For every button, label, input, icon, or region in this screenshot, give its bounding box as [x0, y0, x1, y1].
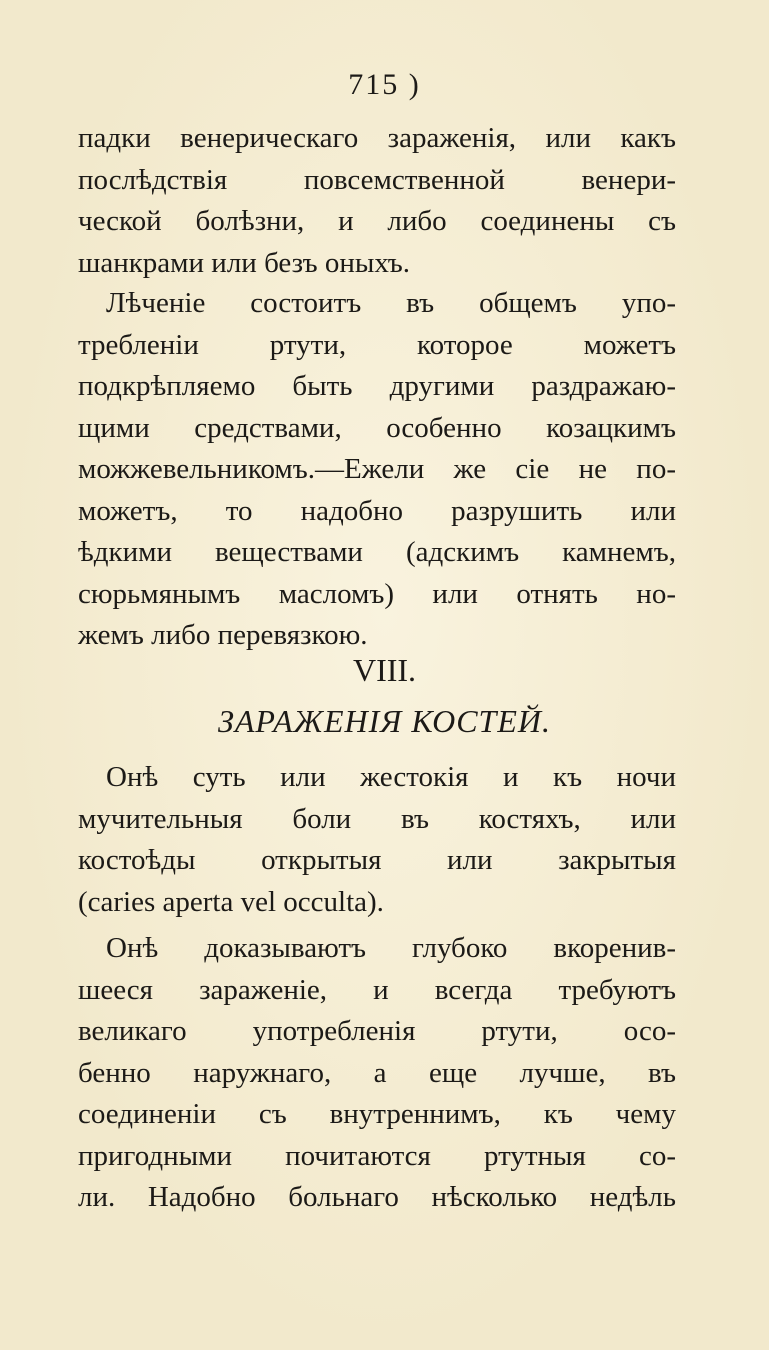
text-line: подкрѣпляемо быть другими раздражаю-	[78, 370, 676, 402]
text-line: ѣдкими веществами (адскимъ камнемъ,	[78, 536, 676, 568]
text-line: шанкрами или безъ оныхъ.	[78, 246, 411, 279]
text-line: ческой болѣзни, и либо соединены съ	[78, 205, 676, 237]
section-number: VIII.	[352, 652, 417, 688]
paragraph-4	[78, 928, 676, 1219]
text-line: соединеніи съ внутреннимъ, къ чему	[78, 1098, 676, 1130]
text-line: можетъ, то надобно разрушить или	[78, 494, 676, 527]
text-line: пригодными почитаются ртутныя со-	[78, 1139, 676, 1172]
text-line: Лѣченіе состоитъ въ общемъ упо-	[106, 287, 676, 319]
text-line: шееся зараженіе, и всегда требуютъ	[78, 973, 676, 1006]
section-title: ЗАРАЖЕНІЯ КОСТЕЙ.	[218, 703, 551, 739]
text-line: Онѣ доказываютъ глубоко вкоренив-	[106, 932, 676, 964]
text-line: Онѣ суть или жестокія и къ ночи	[106, 761, 676, 793]
text-line: послѣдствія повсемственной венери-	[78, 163, 676, 196]
text-line: ли. Надобно больнаго нѣсколько недѣль	[78, 1181, 676, 1213]
text-line: сюрьмянымъ масломъ) или отнять но-	[78, 577, 676, 610]
paragraph-1	[78, 118, 676, 284]
text-line: костоѣды открытыя или закрытыя	[78, 844, 676, 876]
paragraph-3	[78, 757, 676, 923]
text-line: мучительныя боли въ костяхъ, или	[78, 802, 676, 835]
page-number: 715 )	[348, 68, 421, 101]
text-line: падки венерическаго зараженія, или какъ	[78, 122, 676, 154]
text-line: требленіи ртути, которое можетъ	[78, 328, 676, 361]
text-line: щими средствами, особенно козацкимъ	[78, 411, 676, 444]
text-line: великаго употребленія ртути, осо-	[78, 1015, 676, 1047]
text-line: (caries aperta vel occulta).	[78, 885, 384, 918]
text-line: бенно наружнаго, а еще лучше, въ	[78, 1056, 676, 1089]
text-line: жемъ либо перевязкою.	[78, 619, 368, 651]
paragraph-2	[78, 283, 676, 657]
text-line: можжевельникомъ.—Ежели же сіе не по-	[78, 453, 676, 485]
